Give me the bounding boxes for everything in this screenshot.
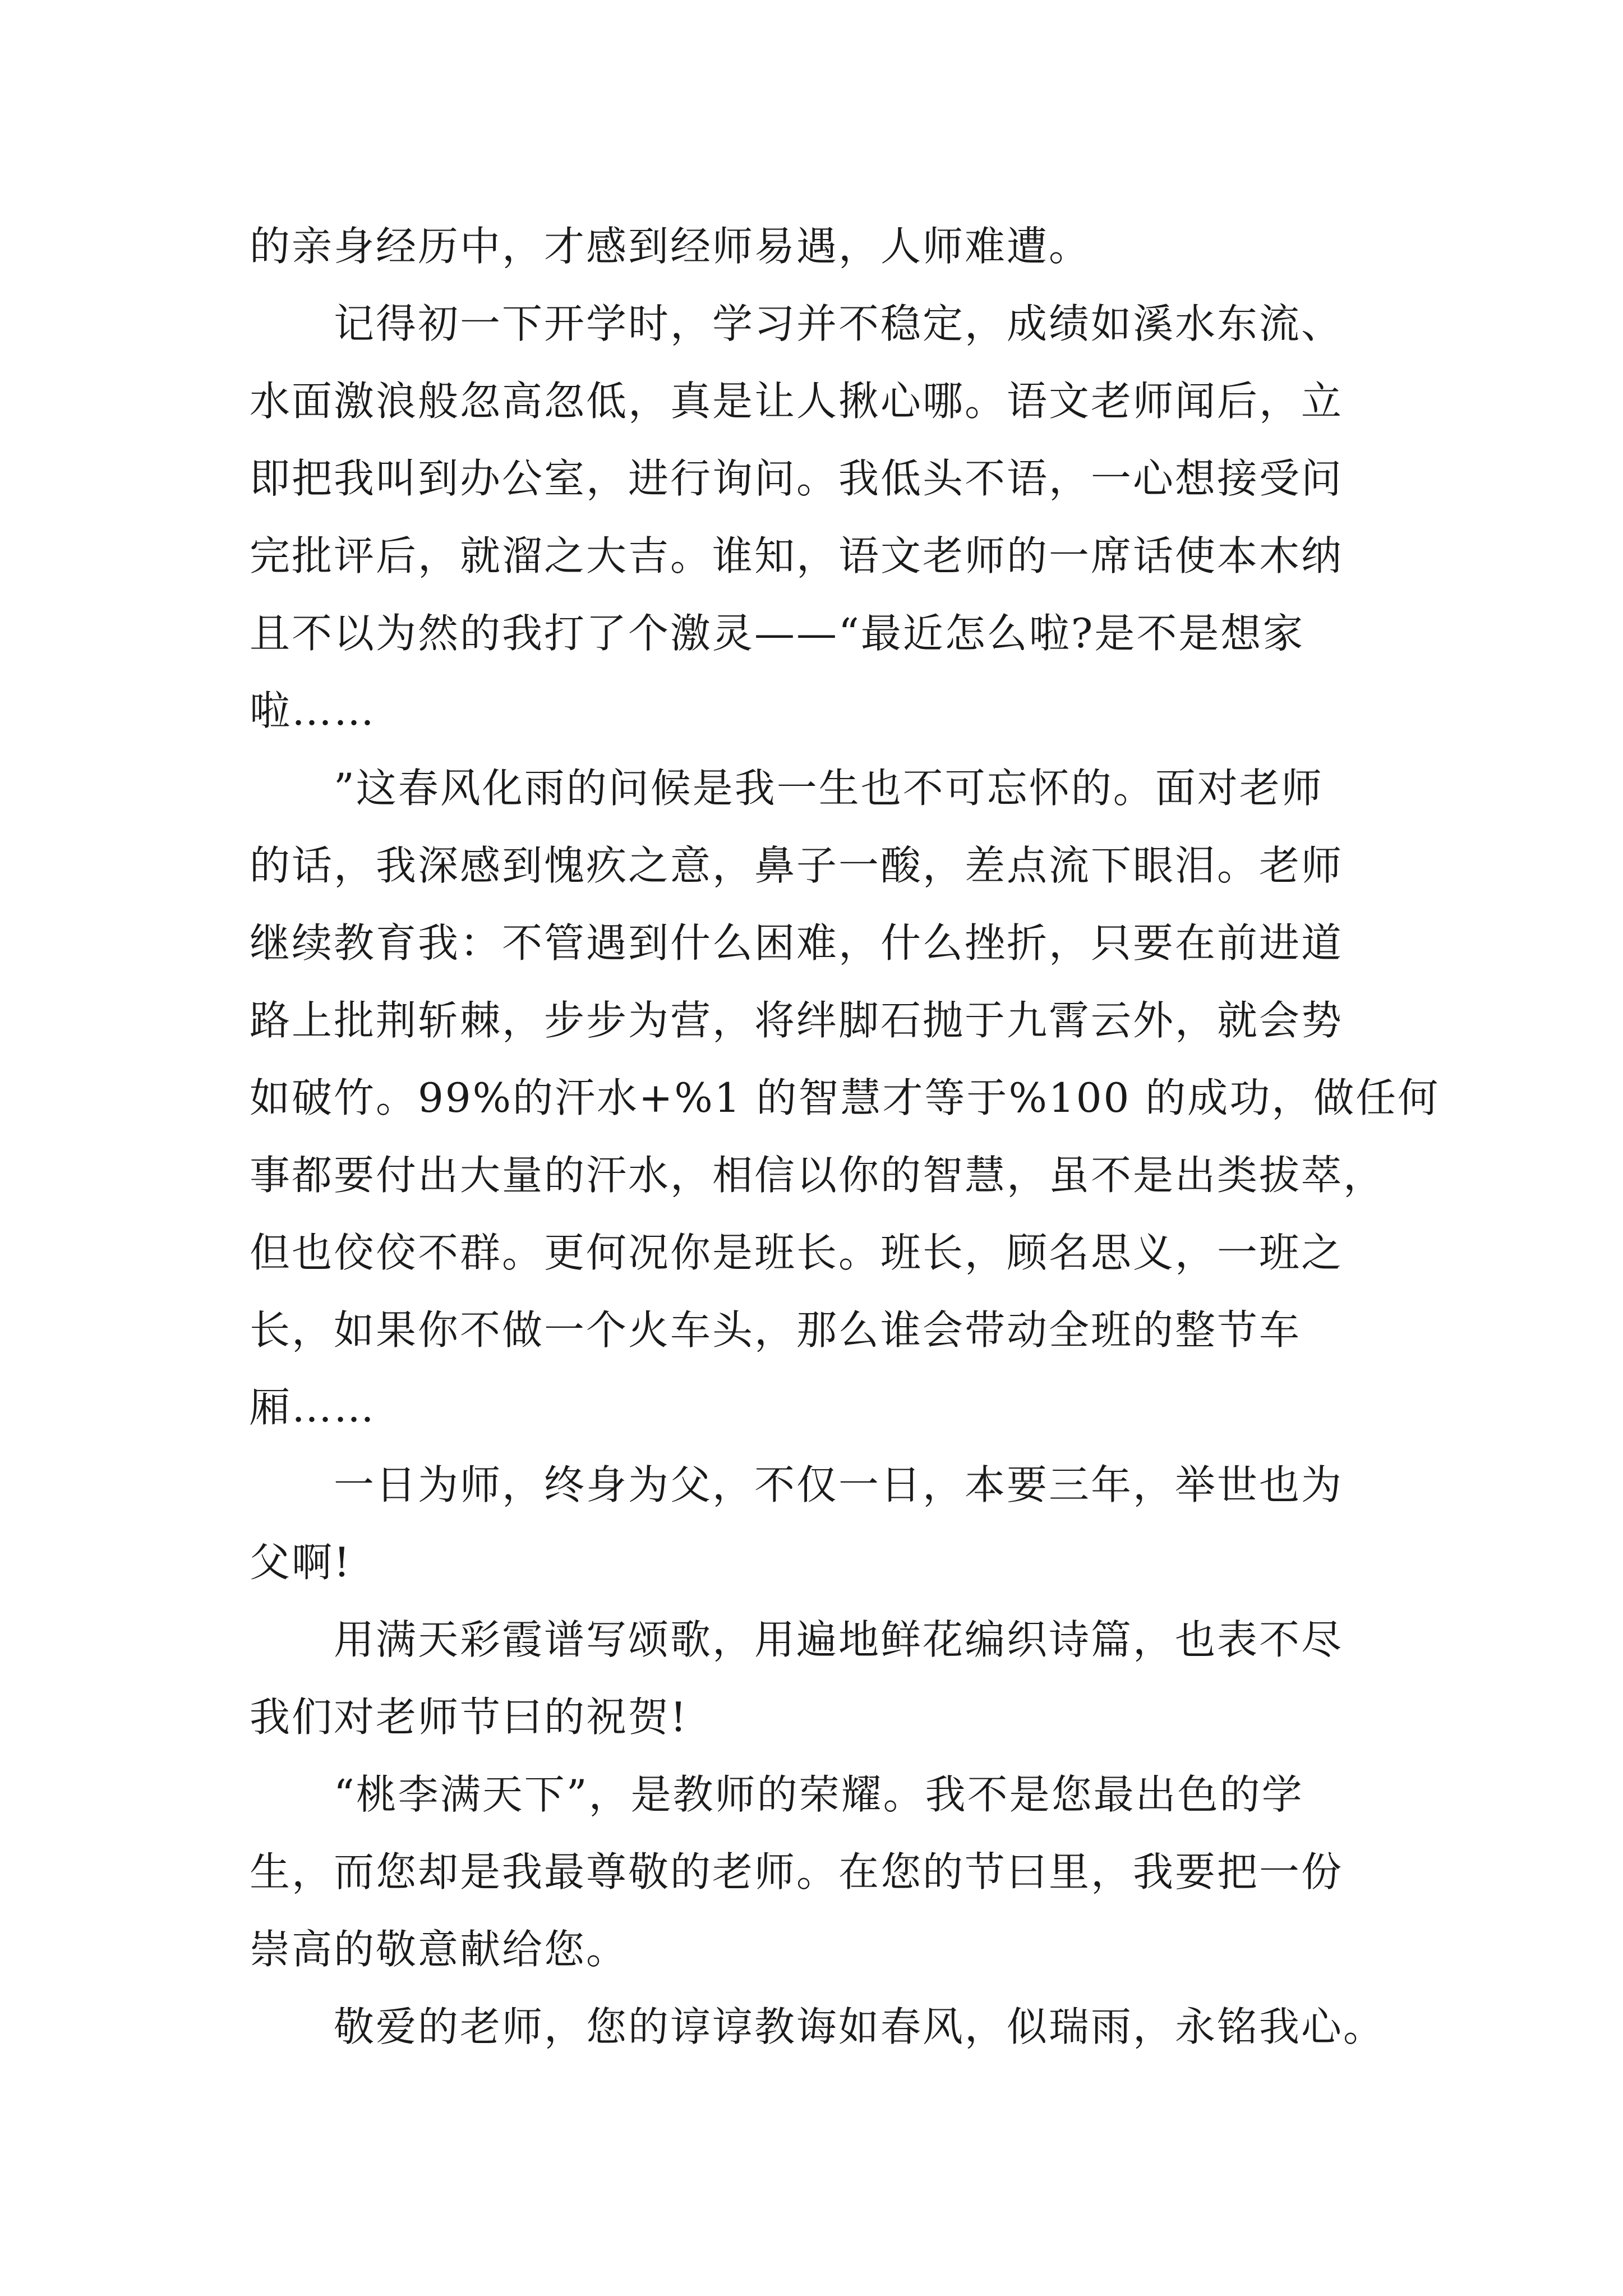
text-line-17: 一日为师，终身为父，不仅一日，本要三年，举世也为 [334, 1461, 1344, 1508]
text-line-7: 啦…… [250, 687, 376, 734]
text-line-5: 完批评后，就溜之大吉。谁知，语文老师的一席话使本木纳 [250, 532, 1344, 579]
text-line-9: 的话，我深感到愧疚之意，鼻子一酸，差点流下眼泪。老师 [250, 842, 1344, 889]
text-line-19: 用满天彩霞谱写颂歌，用遍地鲜花编织诗篇，也表不尽 [334, 1616, 1344, 1663]
text-line-18: 父啊! [250, 1539, 352, 1586]
text-line-8: ”这春风化雨的问候是我一生也不可忘怀的。面对老师 [334, 765, 1324, 812]
text-line-22: 生，而您却是我最尊敬的老师。在您的节曰里，我要把一份 [250, 1848, 1344, 1895]
text-line-20: 我们对老师节曰的祝贺! [250, 1694, 688, 1741]
text-line-3: 水面激浪般忽高忽低，真是让人揪心哪。语文老师闻后，立 [250, 378, 1344, 425]
text-line-16: 厢…… [250, 1384, 376, 1431]
text-line-12: 如破竹。99%的汗水+%1 的智慧才等于%100 的成功，做任何 [250, 1074, 1440, 1121]
text-line-15: 长，如果你不做一个火车头，那么谁会带动全班的整节车 [250, 1306, 1302, 1354]
text-line-4: 即把我叫到办公室，进行询问。我低头不语，一心想接受问 [250, 455, 1344, 502]
text-line-23: 崇高的敬意献给您。 [250, 1926, 629, 1973]
text-line-14: 但也佼佼不群。更何况你是班长。班长，顾名思义，一班之 [250, 1229, 1344, 1276]
text-line-1: 的亲身经历中，才感到经师易遇，人师难遭。 [250, 223, 1091, 270]
text-line-11: 路上批荆斩棘，步步为营，将绊脚石抛于九霄云外，就会势 [250, 997, 1344, 1044]
text-line-13: 事都要付出大量的汗水，相信以你的智慧，虽不是出类拔萃， [250, 1152, 1386, 1199]
text-line-6: 且不以为然的我打了个激灵——“最近怎么啦?是不是想家 [250, 610, 1305, 657]
text-line-24: 敬爱的老师，您的谆谆教诲如春风，似瑞雨，永铭我心。 [334, 2003, 1386, 2050]
text-line-2: 记得初一下开学时，学习并不稳定，成绩如溪水东流、 [334, 300, 1344, 347]
document-body [250, 208, 1440, 2065]
text-line-21: “桃李满天下”，是教师的荣耀。我不是您最出色的学 [334, 1771, 1304, 1818]
text-line-10: 继续教育我：不管遇到什么困难，什么挫折，只要在前进道 [250, 919, 1344, 967]
